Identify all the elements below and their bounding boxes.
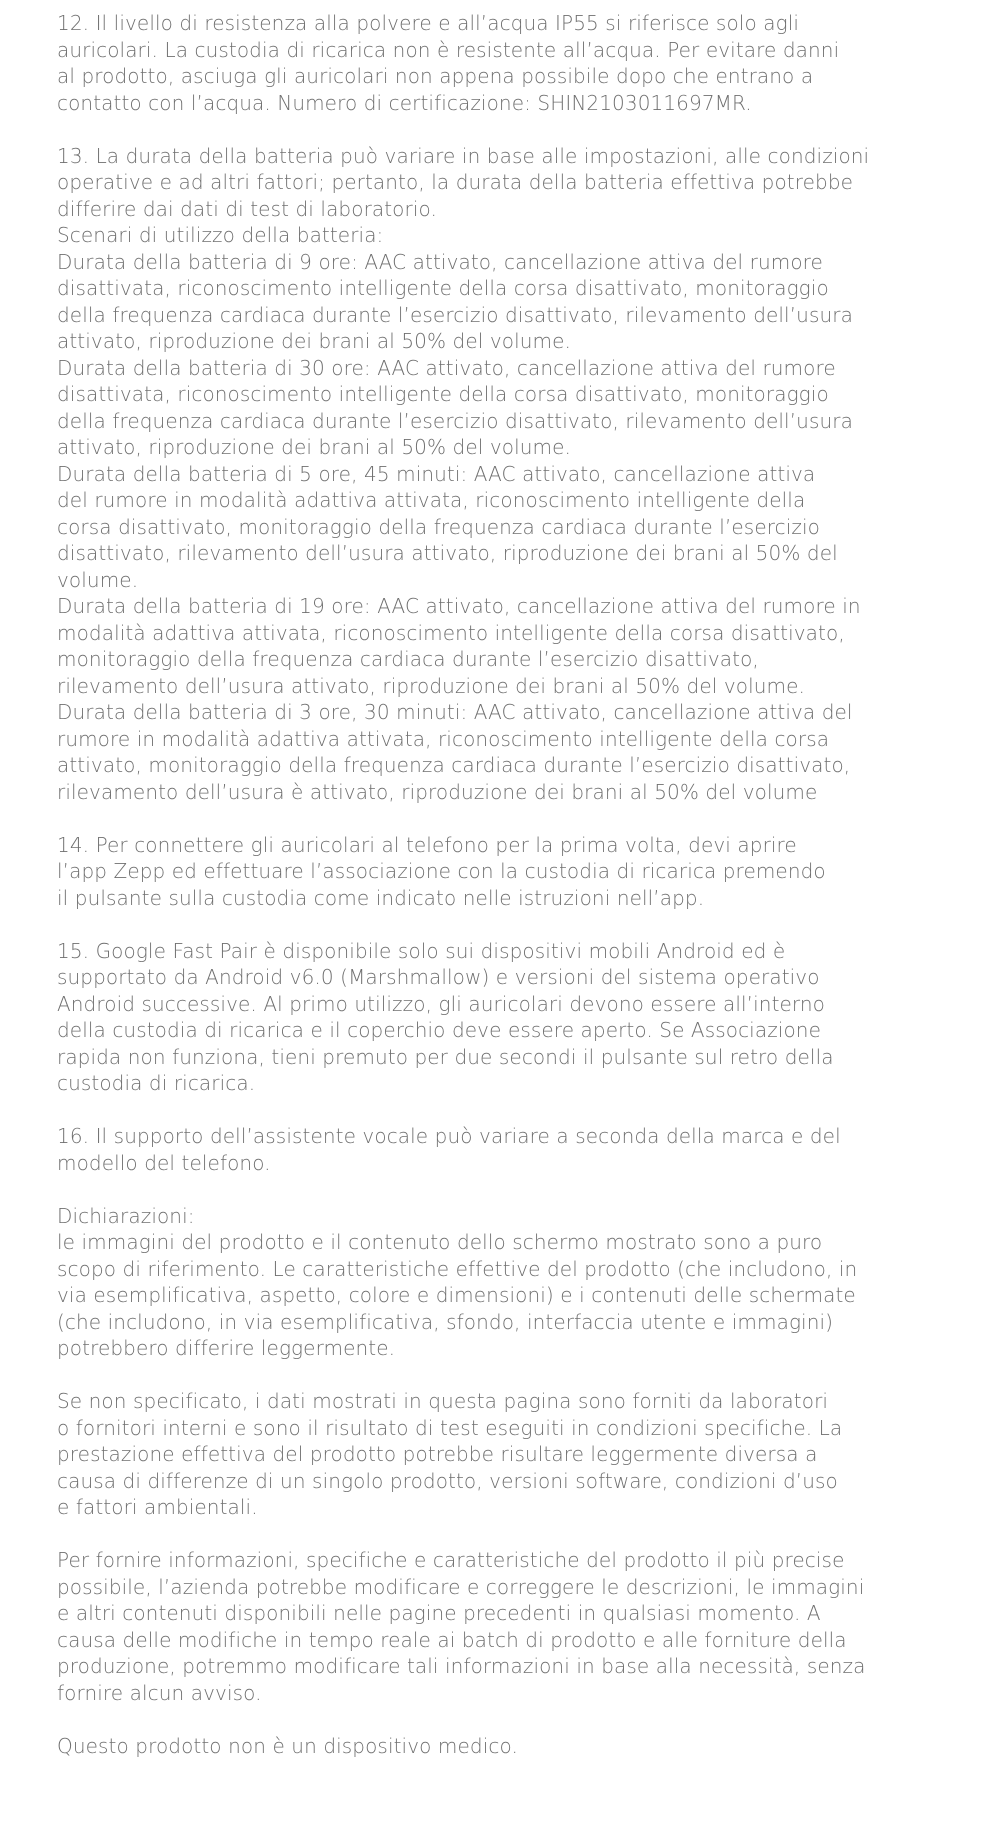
text-line: disattivata, riconoscimento intelligente della corsa disattivato, monitoraggio (57, 382, 829, 406)
text-line: Durata della batteria di 30 ore: AAC attivato, cancellazione attiva del rumore (57, 355, 836, 380)
text-line: supportato da Android v6.0 (Marshmallow) e versioni del sistema operativo (57, 965, 820, 989)
text-line: differire dai dati di test di laboratorio. (57, 196, 437, 221)
text-line: monitoraggio della frequenza cardiaca durante l’esercizio disattivato, (57, 647, 759, 671)
text-line: causa delle modifiche in tempo reale ai batch di prodotto e alle forniture della (57, 1627, 847, 1652)
text-line: volume. (57, 567, 139, 592)
text-line: disattivato, rilevamento dell’usura attivato, riproduzione dei brani al 50% del (57, 541, 838, 565)
text-line: contatto con l’acqua. Numero di certificazione: SHIN2103011697MR. (57, 90, 752, 115)
disclaimer-document (57, 10, 957, 1786)
text-line: Durata della batteria di 3 ore, 30 minuti: AAC attivato, cancellazione attiva del (57, 700, 853, 724)
text-line: prestazione effettiva del prodotto potrebbe risultare leggermente diversa a (57, 1442, 818, 1466)
text-line: modello del telefono. (57, 1150, 271, 1175)
text-line: le immagini del prodotto e il contenuto dello schermo mostrato sono a puro (57, 1230, 823, 1254)
text-line: Durata della batteria di 5 ore, 45 minuti: AAC attivato, cancellazione attiva (57, 461, 816, 486)
text-line: rumore in modalità adattiva attivata, riconoscimento intelligente della corsa (57, 726, 830, 751)
note-13-battery-life (57, 143, 957, 806)
text-line: scopo di riferimento. Le caratteristiche effettive del prodotto (che includono, in (57, 1256, 858, 1281)
text-line: produzione, potremmo modificare tali informazioni in base alla necessità, senza (57, 1654, 866, 1678)
text-line: Questo prodotto non è un dispositivo medico. (57, 1733, 518, 1758)
declarations-lab-data (57, 1388, 957, 1521)
text-line: Durata della batteria di 9 ore: AAC attivato, cancellazione attiva del rumore (57, 249, 823, 274)
text-line: possibile, l’azienda potrebbe modificare e correggere le descrizioni, le immagini (57, 1574, 865, 1599)
text-line: e altri contenuti disponibili nelle pagine precedenti in qualsiasi momento. A (57, 1601, 821, 1625)
text-line: potrebbero differire leggermente. (57, 1336, 396, 1360)
text-line: disattivata, riconoscimento intelligente della corsa disattivato, monitoraggio (57, 276, 829, 300)
text-line: (che includono, in via esemplificativa, sfondo, interfaccia utente e immagini) (57, 1309, 834, 1334)
text-line: corsa disattivato, monitoraggio della frequenza cardiaca durante l’esercizio (57, 514, 820, 539)
text-line: 13. La durata della batteria può variare in base alle impostazioni, alle condizioni (57, 143, 870, 168)
note-14-zepp-pairing (57, 832, 957, 912)
declarations-updates (57, 1547, 957, 1706)
text-line: l’app Zepp ed effettuare l’associazione con la custodia di ricarica premendo (57, 859, 826, 883)
text-line: attivato, riproduzione dei brani al 50% del volume. (57, 329, 571, 353)
text-line: attivato, monitoraggio della frequenza cardiaca durante l’esercizio disattivato, (57, 753, 851, 777)
text-line: o fornitori interni e sono il risultato di test eseguiti in condizioni specifiche. La (57, 1415, 843, 1440)
text-line: della custodia di ricarica e il coperchio deve essere aperto. Se Associazione (57, 1018, 821, 1042)
note-15-google-fast-pair (57, 938, 957, 1097)
text-line: fornire alcun avviso. (57, 1680, 262, 1705)
text-line: causa di differenze di un singolo prodotto, versioni software, condizioni d’uso (57, 1468, 838, 1493)
text-line: rilevamento dell’usura attivato, riproduzione dei brani al 50% del volume. (57, 673, 806, 698)
text-line: 12. Il livello di resistenza alla polvere e all’acqua IP55 si riferisce solo agli (57, 11, 800, 35)
text-line: Scenari di utilizzo della batteria: (57, 223, 384, 247)
text-line: rilevamento dell’usura è attivato, riproduzione dei brani al 50% del volume (57, 779, 818, 804)
text-line: custodia di ricarica. (57, 1071, 256, 1095)
text-line: e fattori ambientali. (57, 1495, 258, 1519)
text-line: auricolari. La custodia di ricarica non è resistente all’acqua. Per evitare danni (57, 37, 840, 62)
note-12-ip55 (57, 10, 957, 116)
text-line: attivato, riproduzione dei brani al 50% del volume. (57, 435, 571, 459)
text-line: 16. Il supporto dell’assistente vocale può variare a seconda della marca e del (57, 1124, 841, 1148)
text-line: Android successive. Al primo utilizzo, gli auricolari devono essere all’interno (57, 991, 825, 1016)
text-line: Per fornire informazioni, specifiche e caratteristiche del prodotto il più precise (57, 1548, 845, 1572)
text-line: modalità adattiva attivata, riconoscimento intelligente della corsa disattivato, (57, 620, 845, 645)
text-line: il pulsante sulla custodia come indicato nelle istruzioni nell’app. (57, 885, 705, 910)
text-line: Se non specificato, i dati mostrati in questa pagina sono forniti da laboratori (57, 1389, 829, 1413)
text-line: della frequenza cardiaca durante l’esercizio disattivato, rilevamento dell’usura (57, 408, 853, 433)
declarations-medical-notice (57, 1733, 957, 1760)
text-line: operative e ad altri fattori; pertanto, la durata della batteria effettiva potrebbe (57, 170, 854, 194)
declarations-intro (57, 1203, 957, 1362)
text-line: 15. Google Fast Pair è disponibile solo sui dispositivi mobili Android ed è (57, 938, 786, 963)
text-line: via esemplificativa, aspetto, colore e dimensioni) e i contenuti delle schermate (57, 1283, 856, 1307)
note-16-voice-assistant (57, 1123, 957, 1176)
text-line: 14. Per connettere gli auricolari al telefono per la prima volta, devi aprire (57, 832, 797, 857)
text-line: del rumore in modalità adattiva attivata, riconoscimento intelligente della (57, 488, 806, 512)
text-line: della frequenza cardiaca durante l’esercizio disattivato, rilevamento dell’usura (57, 302, 853, 327)
text-line: Dichiarazioni: (57, 1203, 195, 1228)
text-line: Durata della batteria di 19 ore: AAC attivato, cancellazione attiva del rumore in (57, 594, 861, 618)
text-line: al prodotto, asciuga gli auricolari non appena possibile dopo che entrano a (57, 64, 814, 88)
text-line: rapida non funziona, tieni premuto per due secondi il pulsante sul retro della (57, 1044, 834, 1069)
